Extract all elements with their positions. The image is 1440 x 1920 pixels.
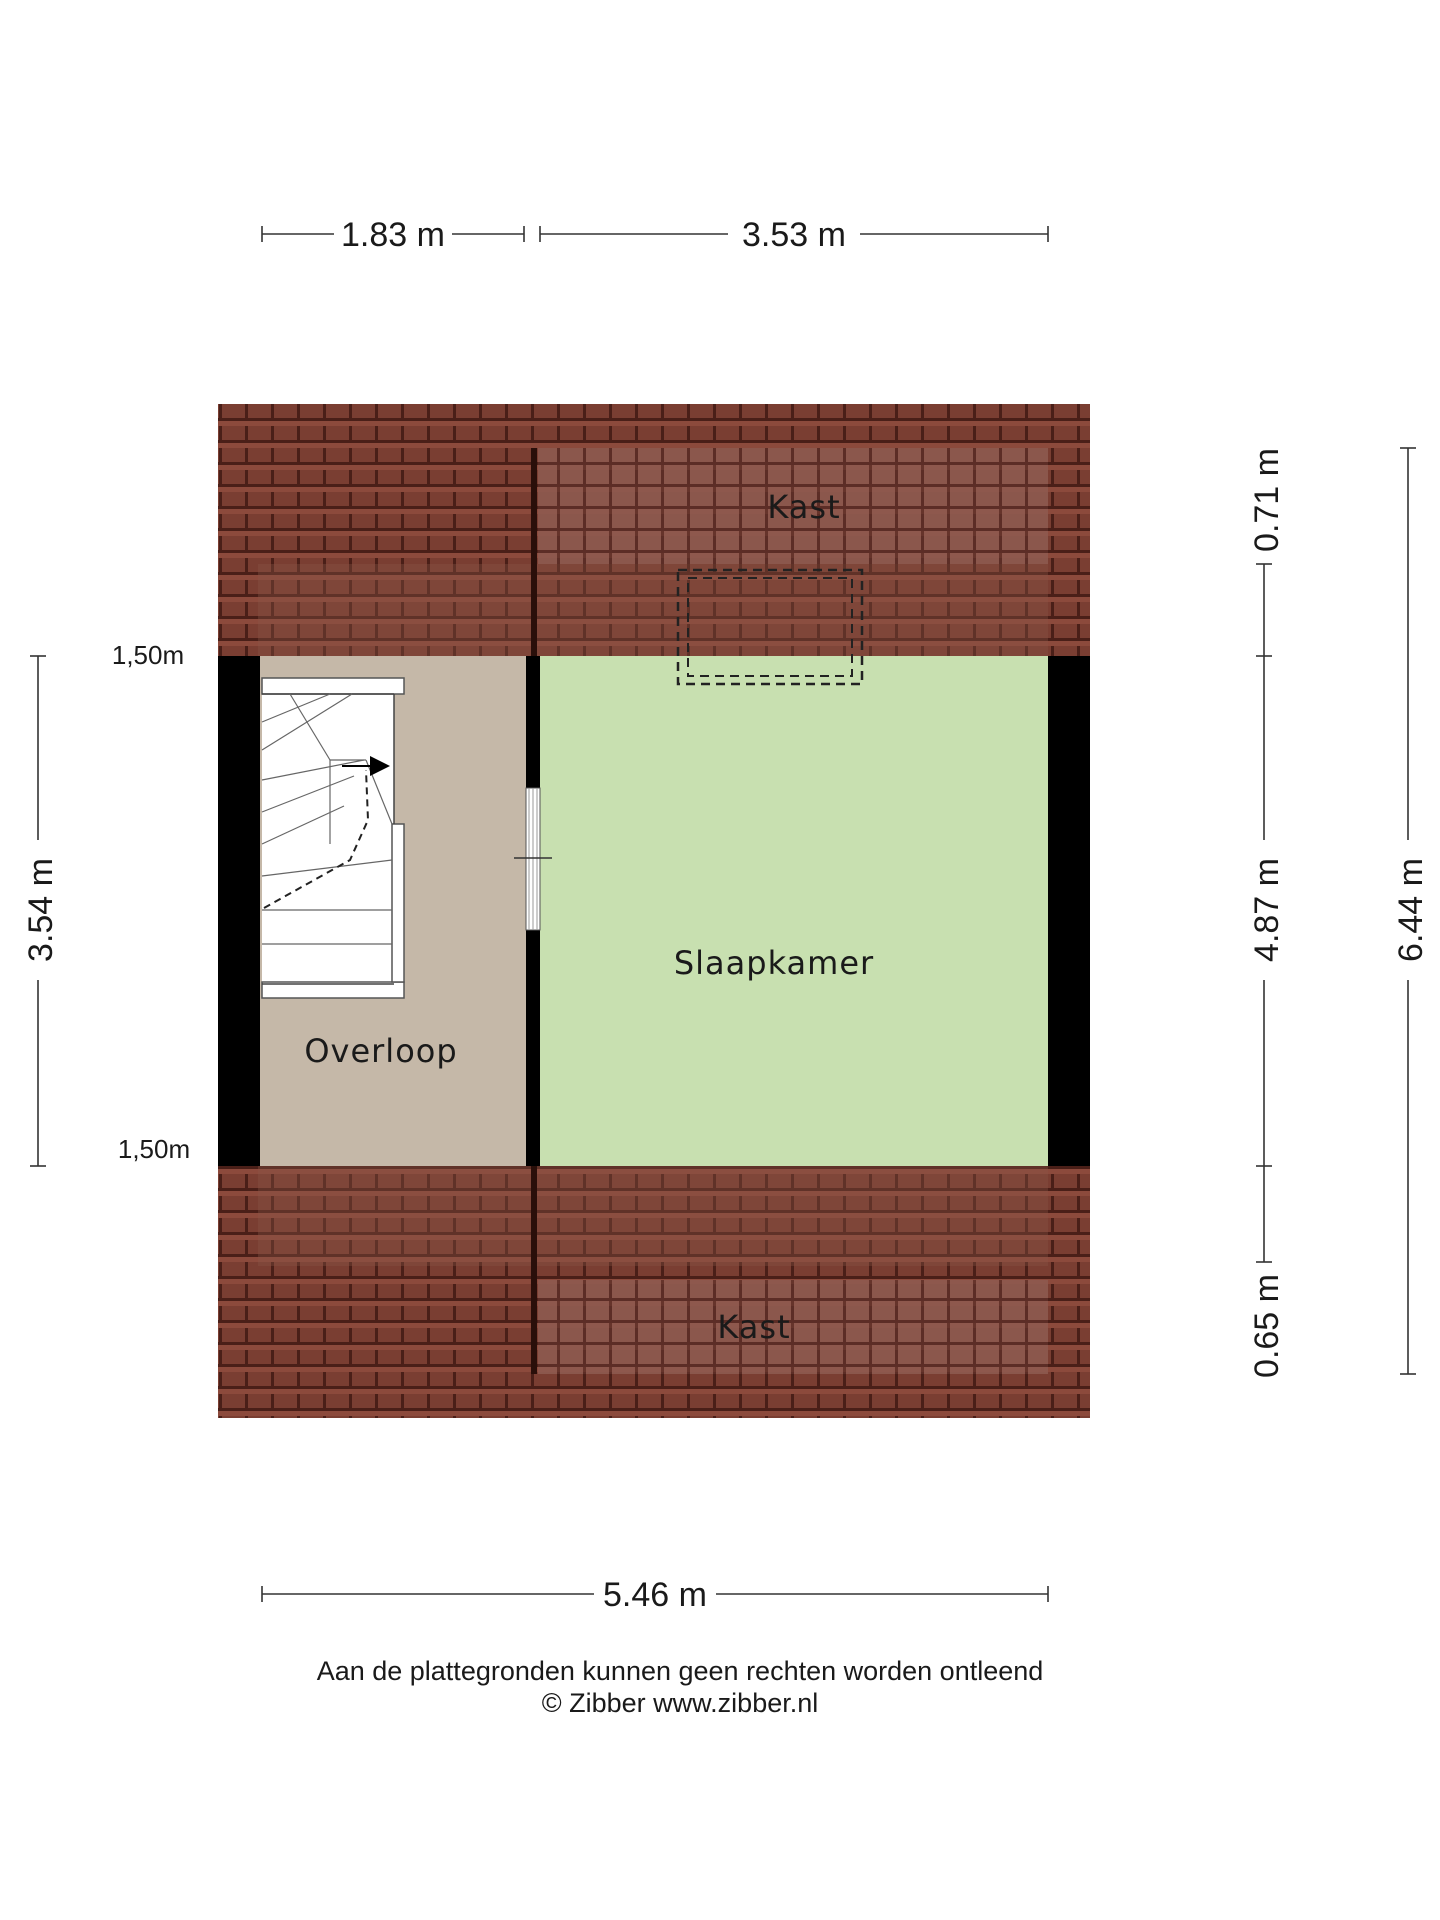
wall-right	[1048, 656, 1090, 1166]
dim-left-height: 3.54 m	[22, 858, 60, 962]
room-label-kast-bottom: Kast	[717, 1308, 791, 1346]
overhang-top	[258, 564, 1048, 656]
bedroom-floor	[540, 656, 1048, 1166]
room-label-slaapkamer: Slaapkamer	[673, 944, 875, 982]
footer-disclaimer: Aan de plattegronden kunnen geen rechten worden ontleend	[316, 1656, 1044, 1686]
wall-inner-upper	[526, 656, 540, 788]
room-label-kast-top: Kast	[767, 488, 841, 526]
height-upper: 1,50m	[111, 640, 185, 670]
wall-left	[218, 656, 260, 1166]
dim-top-right: 3.53 m	[742, 216, 846, 254]
dim-top-left: 1.83 m	[341, 216, 445, 254]
height-lower: 1,50m	[117, 1134, 191, 1164]
footer-copyright: © Zibber www.zibber.nl	[541, 1688, 819, 1718]
dim-right-total: 6.44 m	[1392, 858, 1430, 962]
overhang-bottom	[258, 1166, 1048, 1266]
wall-inner-lower	[526, 930, 540, 1166]
kast-bottom-area	[538, 1280, 1048, 1374]
dim-bottom-total: 5.46 m	[603, 1576, 707, 1614]
staircase	[262, 678, 404, 998]
dim-right-bottom: 0.65 m	[1248, 1274, 1286, 1378]
dim-right-middle: 4.87 m	[1248, 858, 1286, 962]
dim-right-top: 0.71 m	[1248, 448, 1286, 552]
room-label-overloop: Overloop	[304, 1032, 458, 1070]
